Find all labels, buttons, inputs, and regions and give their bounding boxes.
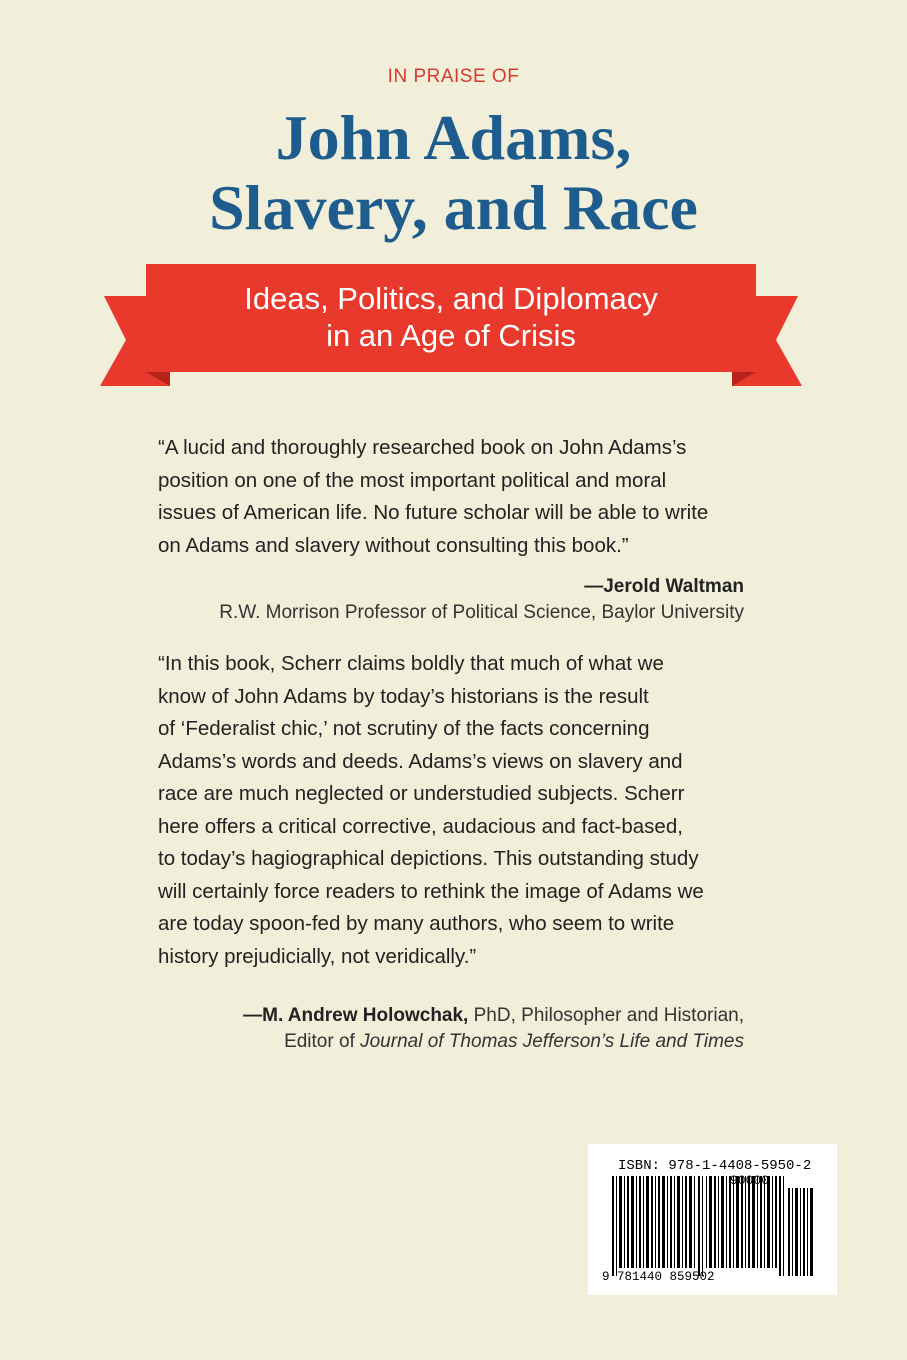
quote-line: are today spoon-fed by many authors, who seem to write	[158, 912, 675, 935]
author-affiliation: R.W. Morrison Professor of Political Science, Baylor University	[219, 602, 744, 623]
quote-line: history prejudicially, not veridically.”	[158, 944, 477, 968]
subtitle-ribbon	[100, 262, 802, 388]
quote-line: to today’s hagiographical depictions. This outstanding study	[158, 847, 699, 870]
attribution-holowchak	[243, 1003, 744, 1055]
praise-label: IN PRAISE OF	[387, 66, 520, 87]
title-line-2: Slavery, and Race	[209, 172, 698, 243]
quote-line: Adams’s words and deeds. Adams’s views on slavery and	[158, 749, 683, 773]
affiliation-prefix: Editor of	[284, 1031, 361, 1052]
quote-line: position on one of the most important political and moral	[158, 468, 667, 492]
quote-line: “In this book, Scherr claims boldly that much of what we	[158, 652, 664, 675]
quote-line: issues of American life. No future scholar will be able to write	[158, 501, 709, 524]
quote-line: race are much neglected or understudied subjects. Scherr	[158, 782, 685, 805]
barcode-box	[588, 1144, 837, 1295]
subtitle-text	[145, 280, 757, 354]
subtitle-line-2: in an Age of Crisis	[326, 318, 576, 353]
journal-title: Journal of Thomas Jefferson’s Life and Times	[360, 1031, 744, 1052]
quote-line: know of John Adams by today’s historians is the result	[158, 684, 649, 708]
barcode-digits: 9 781440 859502	[602, 1270, 715, 1284]
quote-line: of ‘Federalist chic,’ not scrutiny of the facts concerning	[158, 717, 650, 740]
quote-waltman	[158, 432, 758, 562]
author-name: —Jerold Waltman	[584, 576, 744, 597]
quote-line: “A lucid and thoroughly researched book on John Adams’s	[158, 436, 687, 459]
subtitle-line-1: Ideas, Politics, and Diplomacy	[244, 281, 658, 316]
book-title	[0, 103, 907, 243]
quote-line: will certainly force readers to rethink the image of Adams we	[158, 879, 704, 903]
quote-holowchak	[158, 648, 758, 973]
author-credentials: PhD, Philosopher and Historian,	[468, 1005, 744, 1026]
title-line-1: John Adams,	[275, 102, 632, 173]
quote-line: on Adams and slavery without consulting this book.”	[158, 533, 629, 557]
isbn-text: ISBN: 978-1-4408-5950-2	[618, 1158, 812, 1174]
quote-line: here offers a critical corrective, audacious and fact-based,	[158, 814, 683, 838]
attribution-waltman	[219, 574, 744, 626]
author-name: —M. Andrew Holowchak,	[243, 1005, 469, 1026]
